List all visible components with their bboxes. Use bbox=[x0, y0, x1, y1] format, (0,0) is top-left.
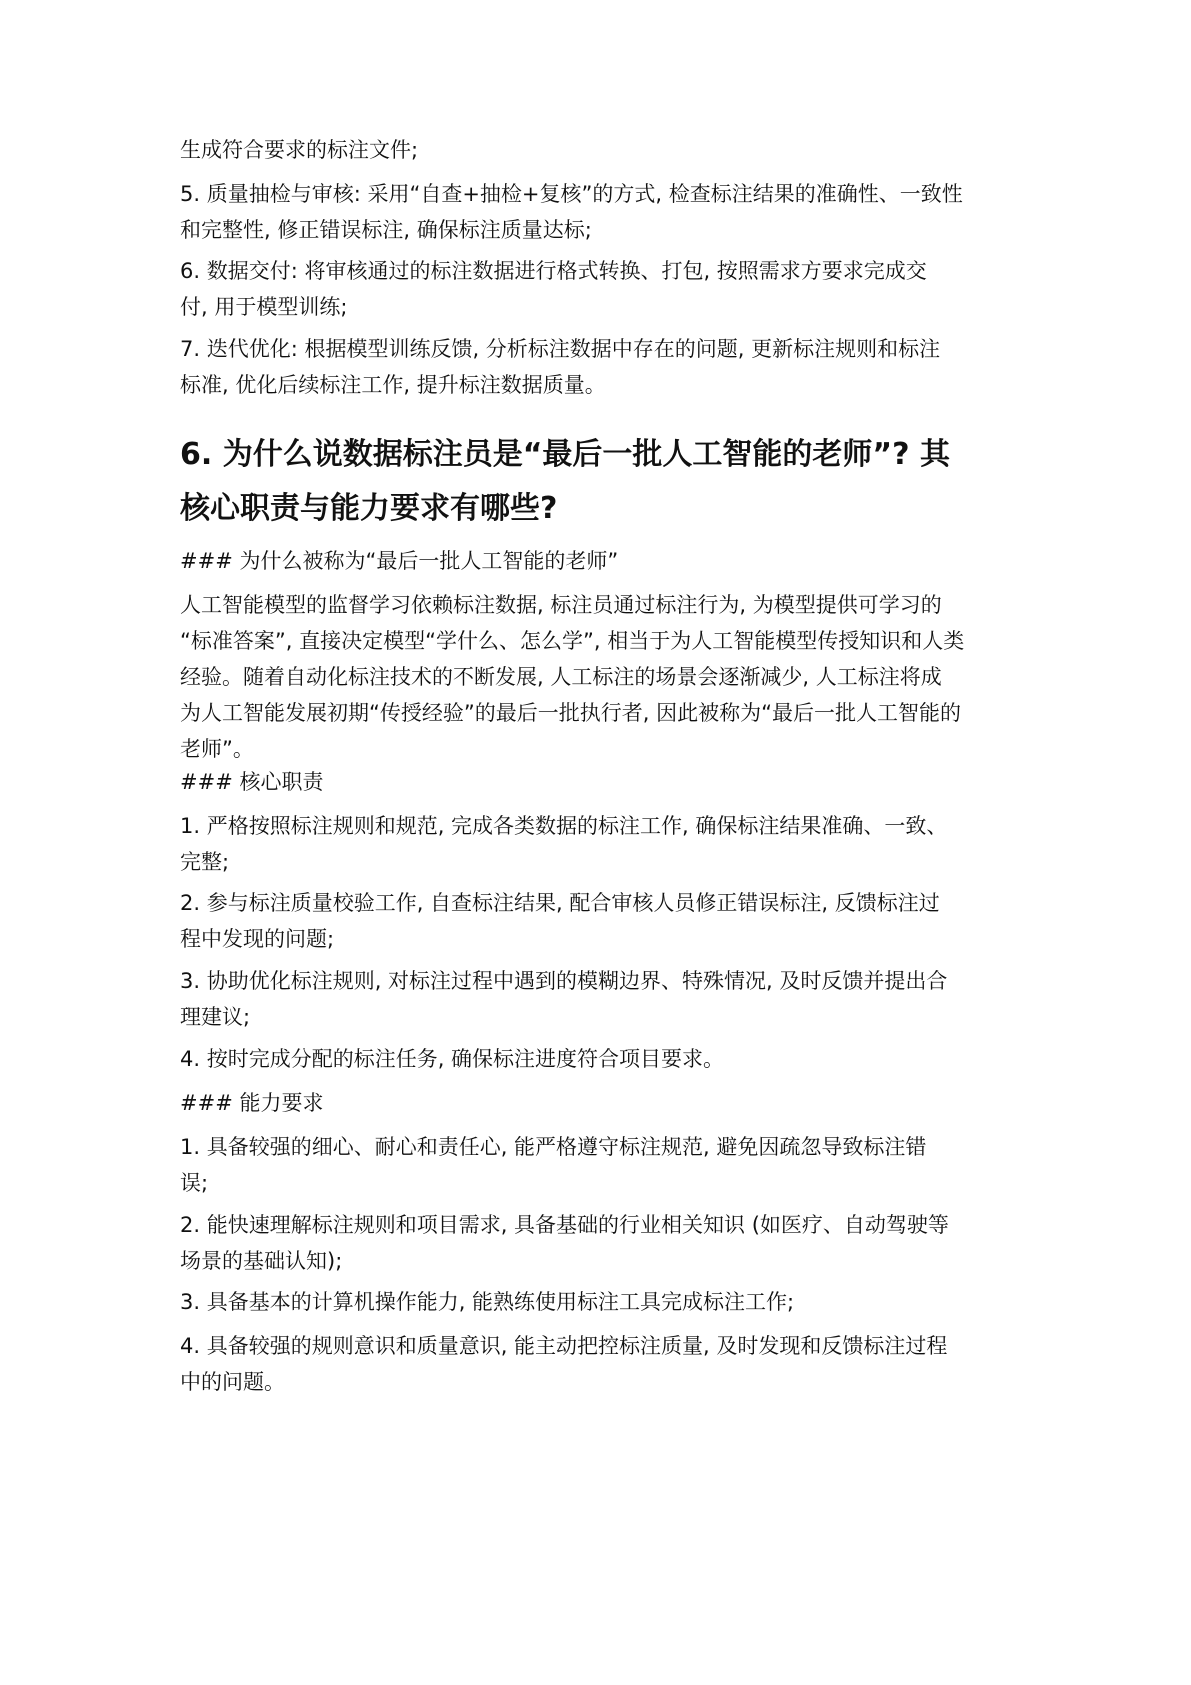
text-line: 6. 数据交付: 将审核通过的标注数据进行格式转换、打包, 按照需求方要求完成交 bbox=[180, 259, 927, 283]
text-line: “标准答案”, 直接决定模型“学什么、怎么学”, 相当于为人工智能模型传授知识和人类 bbox=[180, 629, 965, 653]
section-heading bbox=[180, 428, 1020, 536]
subheading bbox=[180, 1085, 1020, 1121]
paragraph bbox=[180, 808, 1020, 880]
text-line: 4. 具备较强的规则意识和质量意识, 能主动把控标注质量, 及时发现和反馈标注过程 bbox=[180, 1334, 948, 1358]
text-line: 4. 按时完成分配的标注任务, 确保标注进度符合项目要求。 bbox=[180, 1047, 725, 1071]
paragraph bbox=[180, 885, 1020, 957]
text-line: 人工智能模型的监督学习依赖标注数据, 标注员通过标注行为, 为模型提供可学习的 bbox=[180, 593, 942, 617]
paragraph bbox=[180, 1284, 1020, 1320]
paragraph bbox=[180, 587, 1020, 767]
text-line: ### 核心职责 bbox=[180, 770, 324, 794]
text-line: 和完整性, 修正错误标注, 确保标注质量达标; bbox=[180, 218, 592, 242]
text-line: 1. 具备较强的细心、耐心和责任心, 能严格遵守标注规范, 避免因疏忽导致标注错 bbox=[180, 1135, 927, 1159]
text-line: 老师”。 bbox=[180, 737, 254, 761]
text-line: 理建议; bbox=[180, 1005, 251, 1029]
subheading bbox=[180, 543, 1020, 579]
text-line: 3. 具备基本的计算机操作能力, 能熟练使用标注工具完成标注工作; bbox=[180, 1290, 795, 1314]
text-line: 中的问题。 bbox=[180, 1370, 285, 1394]
paragraph bbox=[180, 132, 1020, 168]
paragraph bbox=[180, 253, 1020, 325]
paragraph bbox=[180, 176, 1020, 248]
paragraph bbox=[180, 963, 1020, 1035]
text-line: 7. 迭代优化: 根据模型训练反馈, 分析标注数据中存在的问题, 更新标注规则和标注 bbox=[180, 337, 941, 361]
text-line: 场景的基础认知); bbox=[180, 1249, 343, 1273]
text-line: 生成符合要求的标注文件; bbox=[180, 138, 419, 162]
heading-line: 核心职责与能力要求有哪些? bbox=[180, 491, 558, 526]
text-line: ### 能力要求 bbox=[180, 1091, 324, 1115]
text-line: 5. 质量抽检与审核: 采用“自查+抽检+复核”的方式, 检查标注结果的准确性、一致性 bbox=[180, 182, 963, 206]
paragraph bbox=[180, 331, 1020, 403]
paragraph bbox=[180, 1129, 1020, 1201]
text-line: 付, 用于模型训练; bbox=[180, 295, 348, 319]
text-line: 3. 协助优化标注规则, 对标注过程中遇到的模糊边界、特殊情况, 及时反馈并提出合 bbox=[180, 969, 948, 993]
text-line: 标准, 优化后续标注工作, 提升标注数据质量。 bbox=[180, 373, 606, 397]
text-line: 经验。随着自动化标注技术的不断发展, 人工标注的场景会逐渐减少, 人工标注将成 bbox=[180, 665, 942, 689]
subheading bbox=[180, 764, 1020, 800]
paragraph bbox=[180, 1041, 1020, 1077]
text-line: 1. 严格按照标注规则和规范, 完成各类数据的标注工作, 确保标注结果准确、一致、 bbox=[180, 814, 948, 838]
text-line: 误; bbox=[180, 1171, 209, 1195]
paragraph bbox=[180, 1207, 1020, 1279]
heading-line: 6. 为什么说数据标注员是“最后一批人工智能的老师”? 其 bbox=[180, 437, 950, 472]
text-line: 完整; bbox=[180, 850, 230, 874]
text-line: 为人工智能发展初期“传授经验”的最后一批执行者, 因此被称为“最后一批人工智能的 bbox=[180, 701, 961, 725]
text-line: 程中发现的问题; bbox=[180, 927, 335, 951]
text-line: ### 为什么被称为“最后一批人工智能的老师” bbox=[180, 549, 619, 573]
text-line: 2. 能快速理解标注规则和项目需求, 具备基础的行业相关知识 (如医疗、自动驾驶等 bbox=[180, 1213, 949, 1237]
text-line: 2. 参与标注质量校验工作, 自查标注结果, 配合审核人员修正错误标注, 反馈标注过 bbox=[180, 891, 940, 915]
paragraph bbox=[180, 1328, 1020, 1400]
